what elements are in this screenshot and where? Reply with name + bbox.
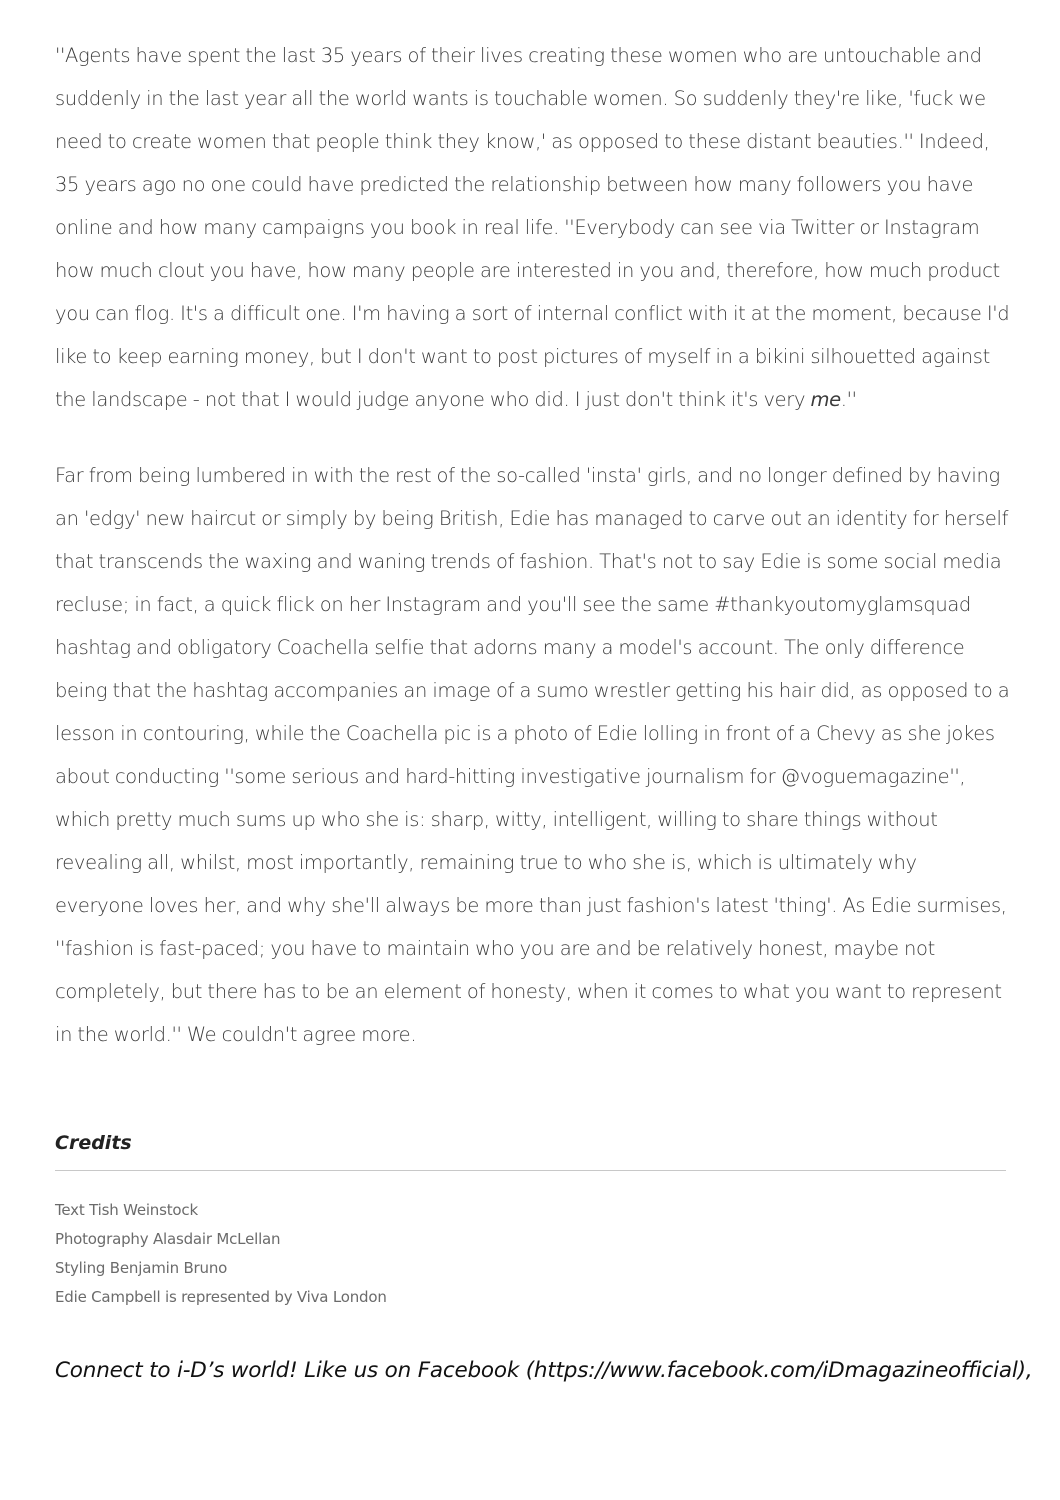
emphasis-text: me [810, 388, 841, 411]
credits-list [55, 1196, 387, 1312]
credit-item: Text Tish Weinstock [55, 1201, 198, 1219]
credit-item: Photography Alasdair McLellan [55, 1230, 281, 1248]
connect-cta [55, 1358, 1032, 1383]
credit-item: Edie Campbell is represented by Viva London [55, 1288, 387, 1306]
credit-item: Styling Benjamin Bruno [55, 1259, 228, 1277]
credits-heading: Credits [55, 1132, 132, 1154]
article-paragraph [55, 34, 1010, 421]
article-body [55, 34, 1010, 1089]
connect-text: Connect to i-D’s world! Like us on Facebook ( [55, 1358, 534, 1383]
paragraph-text-end: .'' [840, 388, 857, 411]
paragraph-text: ''Agents have spent the last 35 years of their lives creating these women who are untouchable and suddenly in the last year all the world wants is touchable women. So suddenly they're like, 'fuck we need to create women that people think they know,' as opposed to these distant beauties.'' Indeed, 35 years ago no one could have predicted the relationship between how many followers you have online and how many campaigns you book in real life. ''Everybody can see via Twitter or Instagram how much clout you have, how many people are interested in you and, therefore, how much product you can flog. It's a difficult one. I'm having a sort of internal conflict with it at the moment, because I'd like to keep earning money, but I don't want to post pictures of myself in a bikini silhouetted against the landscape - not that I would judge anyone who did. I just don't think it's very [55, 44, 1010, 411]
facebook-link[interactable]: https://www.facebook.com/iDmagazineofficial [533, 1358, 1018, 1383]
connect-text-suffix: ), [1017, 1358, 1033, 1383]
credits-divider [55, 1170, 1006, 1171]
article-paragraph: Far from being lumbered in with the rest of the so-called 'insta' girls, and no longer defined by having an 'edgy' new haircut or simply by being British, Edie has managed to carve out an identity for herself that transcends the waxing and waning trends of fashion. That's not to say Edie is some social media recluse; in fact, a quick flick on her Instagram and you'll see the same #thankyoutomyglamsquad hashtag and obligatory Coachella selfie that adorns many a model's account. The only difference being that the hashtag accompanies an image of a sumo wrestler getting his hair did, as opposed to a lesson in contouring, while the Coachella pic is a photo of Edie lolling in front of a Chevy as she jokes about conducting ''some serious and hard-hitting investigative journalism for @voguemagazine'', which pretty much sums up who she is: sharp, witty, intelligent, willing to share things without revealing all, whilst, most importantly, remaining true to who she is, which is ultimately why everyone loves her, and why she'll always be more than just fashion's latest 'thing'. As Edie surmises, ''fashion is fast-paced; you have to maintain who you are and be relatively honest, maybe not completely, but there has to be an element of honesty, when it comes to what you want to represent in the world.'' We couldn't agree more. [55, 464, 1010, 1046]
